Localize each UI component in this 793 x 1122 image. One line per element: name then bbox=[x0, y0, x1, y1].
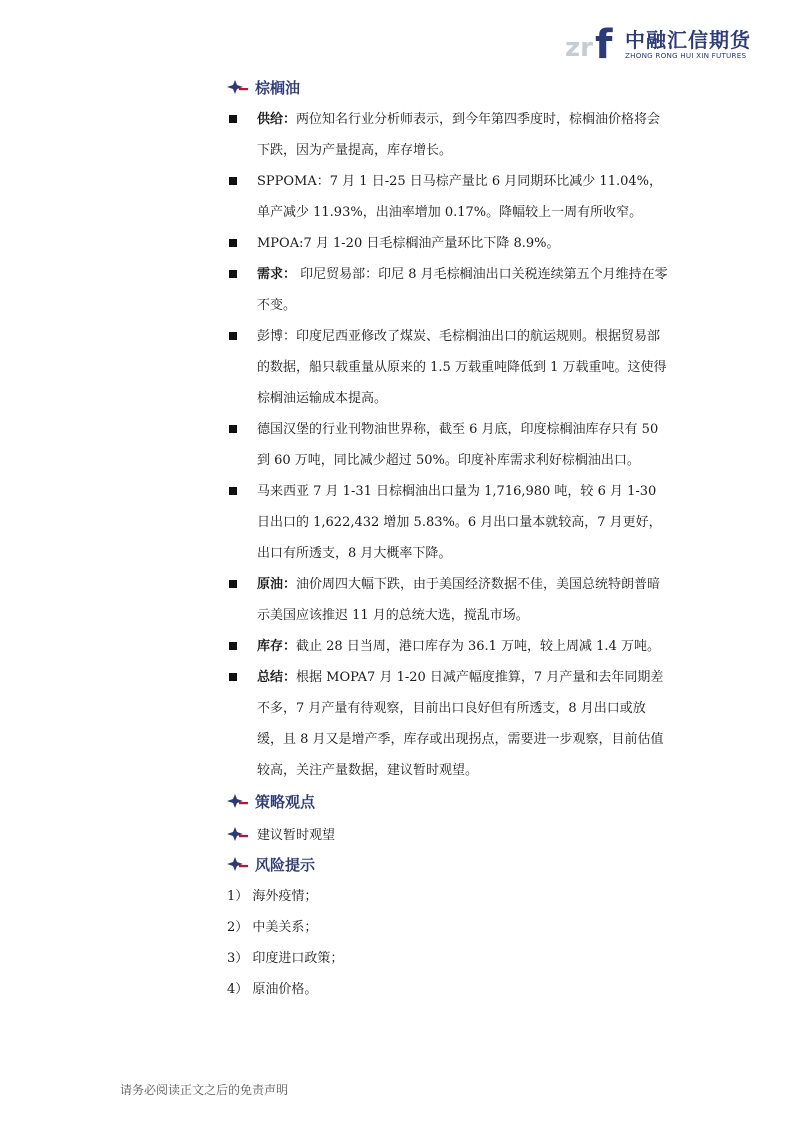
bullet-label: 库存： bbox=[257, 639, 297, 654]
bullet-text: SPPOMA：7 月 1 日-25 日马棕产量比 6 月同期环比减少 11.04%，单产减少 11.93%，出油率增加 0.17%。降幅较上一周有所收窄。 bbox=[257, 174, 662, 220]
palm-oil-bullet-list bbox=[225, 104, 670, 786]
palm-oil-bullet-item bbox=[225, 414, 670, 476]
bullet-text: 德国汉堡的行业刊物油世界称，截至 6 月底，印度棕榈油库存只有 50 到 60 万吨，同比减少超过 50%。印度补库需求利好棕榈油出口。 bbox=[257, 422, 659, 468]
section-title: 风险提示 bbox=[255, 855, 316, 874]
disclaimer-footer: 请务必阅读正文之后的免责声明 bbox=[120, 1083, 289, 1097]
palm-oil-bullet-item bbox=[225, 476, 670, 569]
star-bullet-icon bbox=[227, 79, 249, 95]
section-title: 策略观点 bbox=[255, 792, 316, 811]
square-bullet-icon bbox=[229, 239, 237, 247]
logo-chinese-name: 中融汇信期货 bbox=[625, 28, 751, 52]
square-bullet-icon bbox=[229, 332, 237, 340]
square-bullet-icon bbox=[229, 642, 237, 650]
bullet-text: MPOA:7 月 1-20 日毛棕榈油产量环比下降 8.9%。 bbox=[257, 236, 560, 251]
bullet-label: 总结： bbox=[257, 670, 297, 685]
bullet-text: 两位知名行业分析师表示，到今年第四季度时，棕榈油价格将会下跌，因为产量提高，库存增长。 bbox=[257, 112, 661, 158]
bullet-text: 马来西亚 7 月 1-31 日棕榈油出口量为 1,716,980 吨，较 6 月 1-30 日出口的 1,622,432 增加 5.83%。6 月出口量本就较高，7 月更好，出口有所透支，8 月大概率下降。 bbox=[257, 484, 662, 561]
bullet-label: 需求： bbox=[257, 267, 297, 282]
bullet-text: 印尼贸易部：印尼 8 月毛棕榈油出口关税连续第五个月维持在零不变。 bbox=[257, 267, 668, 313]
report-body bbox=[225, 72, 670, 1005]
section-title: 棕榈油 bbox=[255, 78, 301, 97]
svg-text:zr: zr bbox=[565, 33, 593, 62]
bullet-label: 原油： bbox=[257, 577, 297, 592]
square-bullet-icon bbox=[229, 177, 237, 185]
palm-oil-bullet-item bbox=[225, 631, 670, 662]
risk-item-3: 3） 印度进口政策； bbox=[227, 951, 344, 966]
palm-oil-bullet-item bbox=[225, 662, 670, 786]
palm-oil-bullet-item bbox=[225, 228, 670, 259]
bullet-text: 彭博：印度尼西亚修改了煤炭、毛棕榈油出口的航运规则。根据贸易部的数据，船只载重量从原来的 1.5 万载重吨降低到 1 万载重吨。这使得棕榈油运输成本提高。 bbox=[257, 329, 667, 406]
zrf-logo-mark-icon bbox=[565, 20, 617, 62]
strategy-text: 建议暂时观望 bbox=[257, 828, 336, 843]
strategy-recommendation bbox=[225, 818, 670, 849]
star-bullet-icon bbox=[227, 793, 249, 809]
svg-text:f: f bbox=[595, 22, 613, 62]
palm-oil-bullet-item bbox=[225, 259, 670, 321]
section-heading-palm-oil bbox=[225, 72, 670, 102]
logo-english-name: ZHONG RONG HUI XIN FUTURES bbox=[625, 51, 747, 60]
square-bullet-icon bbox=[229, 673, 237, 681]
square-bullet-icon bbox=[229, 270, 237, 278]
palm-oil-bullet-item bbox=[225, 104, 670, 166]
company-logo bbox=[565, 20, 755, 62]
square-bullet-icon bbox=[229, 487, 237, 495]
risk-item-2: 2） 中美关系； bbox=[227, 920, 318, 935]
star-bullet-icon bbox=[227, 826, 249, 842]
section-heading-strategy bbox=[225, 786, 670, 816]
bullet-label: 供给： bbox=[257, 112, 297, 127]
palm-oil-bullet-item bbox=[225, 569, 670, 631]
bullet-text: 截止 28 日当周，港口库存为 36.1 万吨，较上周减 1.4 万吨。 bbox=[296, 639, 660, 654]
bullet-text: 油价周四大幅下跌，由于美国经济数据不佳，美国总统特朗普暗示美国应该推迟 11 月的总统大选，搅乱市场。 bbox=[257, 577, 661, 623]
square-bullet-icon bbox=[229, 425, 237, 433]
bullet-text: 根据 MOPA7 月 1-20 日减产幅度推算，7 月产量和去年同期差不多，7 月产量有待观察，目前出口良好但有所透支，8 月出口或放缓，且 8 月又是增产季，库存或出现拐点，需要进一步观察，目前估值较高，关注产量数据，建议暂时观望。 bbox=[257, 670, 664, 778]
palm-oil-bullet-item bbox=[225, 321, 670, 414]
section-heading-risk bbox=[225, 849, 670, 879]
square-bullet-icon bbox=[229, 580, 237, 588]
risk-item-4: 4） 原油价格。 bbox=[227, 982, 318, 997]
risk-item-1: 1） 海外疫情； bbox=[227, 889, 318, 904]
square-bullet-icon bbox=[229, 115, 237, 123]
palm-oil-bullet-item bbox=[225, 166, 670, 228]
star-bullet-icon bbox=[227, 856, 249, 872]
